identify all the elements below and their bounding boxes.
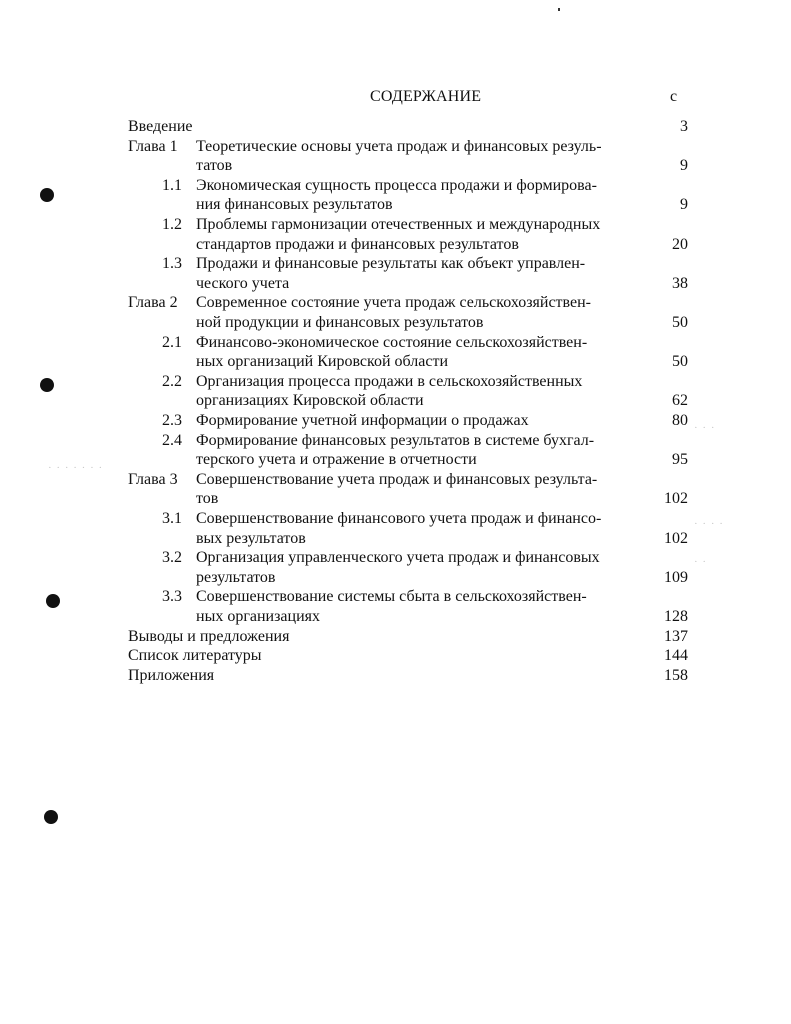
- toc-entry-page: 144: [664, 647, 688, 665]
- toc-entry-title-line: Современное состояние учета продаж сельскохозяйствен-: [196, 294, 591, 312]
- toc-entry-page: 50: [672, 353, 688, 371]
- toc-entry-title-line: результатов: [196, 568, 276, 586]
- toc-entry-page: 137: [664, 627, 688, 645]
- toc-entry-title-line: Совершенствование системы сбыта в сельскохозяйствен-: [196, 588, 587, 606]
- toc-entry-title: [196, 411, 642, 431]
- toc-entry-label: Глава 1: [128, 137, 178, 155]
- toc-entry-label: Список литературы: [128, 647, 262, 665]
- toc-entry-label: 2.2: [162, 372, 182, 390]
- bleed-through-noise: · · ·: [694, 422, 716, 434]
- toc-entry-title-line: Продажи и финансовые результаты как объект управлен-: [196, 255, 586, 273]
- page-column-header: с: [670, 88, 678, 105]
- toc-entry-title-line: Экономическая сущность процесса продажи и формирова-: [196, 176, 597, 194]
- toc-entry-title: [196, 372, 642, 411]
- toc-entry-page: 109: [664, 568, 688, 586]
- toc-entry-page: 9: [680, 196, 688, 214]
- punch-hole-4: [44, 810, 58, 824]
- toc-entry-title-line: ния финансовых результатов: [196, 196, 393, 214]
- punch-hole-1: [40, 188, 54, 202]
- toc-entry-title: [196, 176, 642, 215]
- toc-entry-page: 3: [680, 118, 688, 135]
- toc-entry-title-line: Формирование финансовых результатов в системе бухгал-: [196, 431, 595, 449]
- toc-entry-title-line: ной продукции и финансовых результатов: [196, 313, 484, 331]
- toc-entry-label: Введение: [128, 118, 193, 135]
- toc-entry-title-line: Формирование учетной информации о продажах: [196, 412, 529, 429]
- toc-entry-title: [196, 470, 642, 509]
- toc-entry-title-line: ческого учета: [196, 274, 290, 292]
- toc-entry-title: [196, 137, 642, 176]
- bleed-through-noise: · · · ·: [694, 518, 724, 530]
- toc-entry-title-line: Организация процесса продажи в сельскохозяйственных: [196, 372, 583, 390]
- toc-entry-title: [196, 254, 642, 293]
- toc-entry-label: 3.1: [162, 510, 182, 527]
- page-title: СОДЕРЖАНИЕ: [370, 88, 482, 105]
- toc-entry-title-line: Совершенствование учета продаж и финансовых результа-: [196, 470, 598, 488]
- toc-entry-label: 2.4: [162, 431, 182, 449]
- toc-entry-title-line: терского учета и отражение в отчетности: [196, 451, 477, 469]
- toc-entry-title-line: организациях Кировской области: [196, 392, 424, 410]
- toc-entry-title: [196, 215, 642, 254]
- punch-hole-2: [40, 378, 54, 392]
- toc-entry-page: 62: [672, 392, 688, 410]
- bleed-through-noise: · · · · · · ·: [48, 462, 104, 474]
- toc-entry-label: 1.3: [162, 255, 182, 273]
- toc-entry-title: [196, 548, 642, 587]
- toc-entry-title-line: Финансово-экономическое состояние сельскохозяйствен-: [196, 333, 588, 351]
- toc-entry-page: 102: [664, 529, 688, 547]
- toc-entry-title-line: стандартов продажи и финансовых результатов: [196, 235, 519, 253]
- toc-entry-label: 2.3: [162, 412, 182, 429]
- toc-entry-page: 38: [672, 274, 688, 292]
- toc-entry-page: 95: [672, 451, 688, 469]
- toc-entry-title-line: Теоретические основы учета продаж и финансовых резуль-: [196, 137, 602, 155]
- toc-entry-title-line: Совершенствование финансового учета продаж и финансо-: [196, 510, 602, 527]
- toc-entry-title: [196, 293, 642, 332]
- toc-entry-title-line: Проблемы гармонизации отечественных и международных: [196, 216, 601, 233]
- toc-entry-title: [196, 509, 642, 548]
- toc-entry-page: 158: [664, 666, 688, 684]
- toc-entry-label: 3.2: [162, 549, 182, 567]
- toc-entry-label: Выводы и предложения: [128, 627, 290, 645]
- toc-entry-page: 9: [680, 157, 688, 175]
- toc-entry-title: [196, 431, 642, 470]
- toc-entry-title-line: ных организациях: [196, 607, 321, 625]
- toc-entry-page: 50: [672, 313, 688, 331]
- toc-entry-page: 102: [664, 490, 688, 508]
- toc-entry-page: 80: [672, 412, 688, 429]
- toc-entry-label: 3.3: [162, 588, 182, 606]
- toc-entry-page: 20: [672, 235, 688, 253]
- toc-entry-title-line: тов: [196, 490, 219, 508]
- toc-entry-title-line: Организация управленческого учета продаж и финансовых: [196, 549, 600, 567]
- toc-entry-label: Приложения: [128, 666, 215, 684]
- toc-entry-title-line: татов: [196, 157, 233, 175]
- toc-entry-label: 1.1: [162, 176, 182, 194]
- toc-entry-label: 1.2: [162, 216, 182, 233]
- toc-entry-label: 2.1: [162, 333, 182, 351]
- toc-entry-title: [196, 333, 642, 372]
- toc-entry-label: Глава 3: [128, 470, 178, 488]
- toc-entry-title-line: вых результатов: [196, 529, 306, 547]
- toc-entry-title-line: ных организаций Кировской области: [196, 353, 449, 371]
- toc-entry-page: 128: [664, 607, 688, 625]
- bleed-through-noise: · ·: [694, 556, 708, 568]
- toc-entry-title: [196, 587, 642, 626]
- punch-hole-3: [46, 594, 60, 608]
- toc-entry-label: Глава 2: [128, 294, 178, 312]
- scan-speck: [558, 8, 560, 11]
